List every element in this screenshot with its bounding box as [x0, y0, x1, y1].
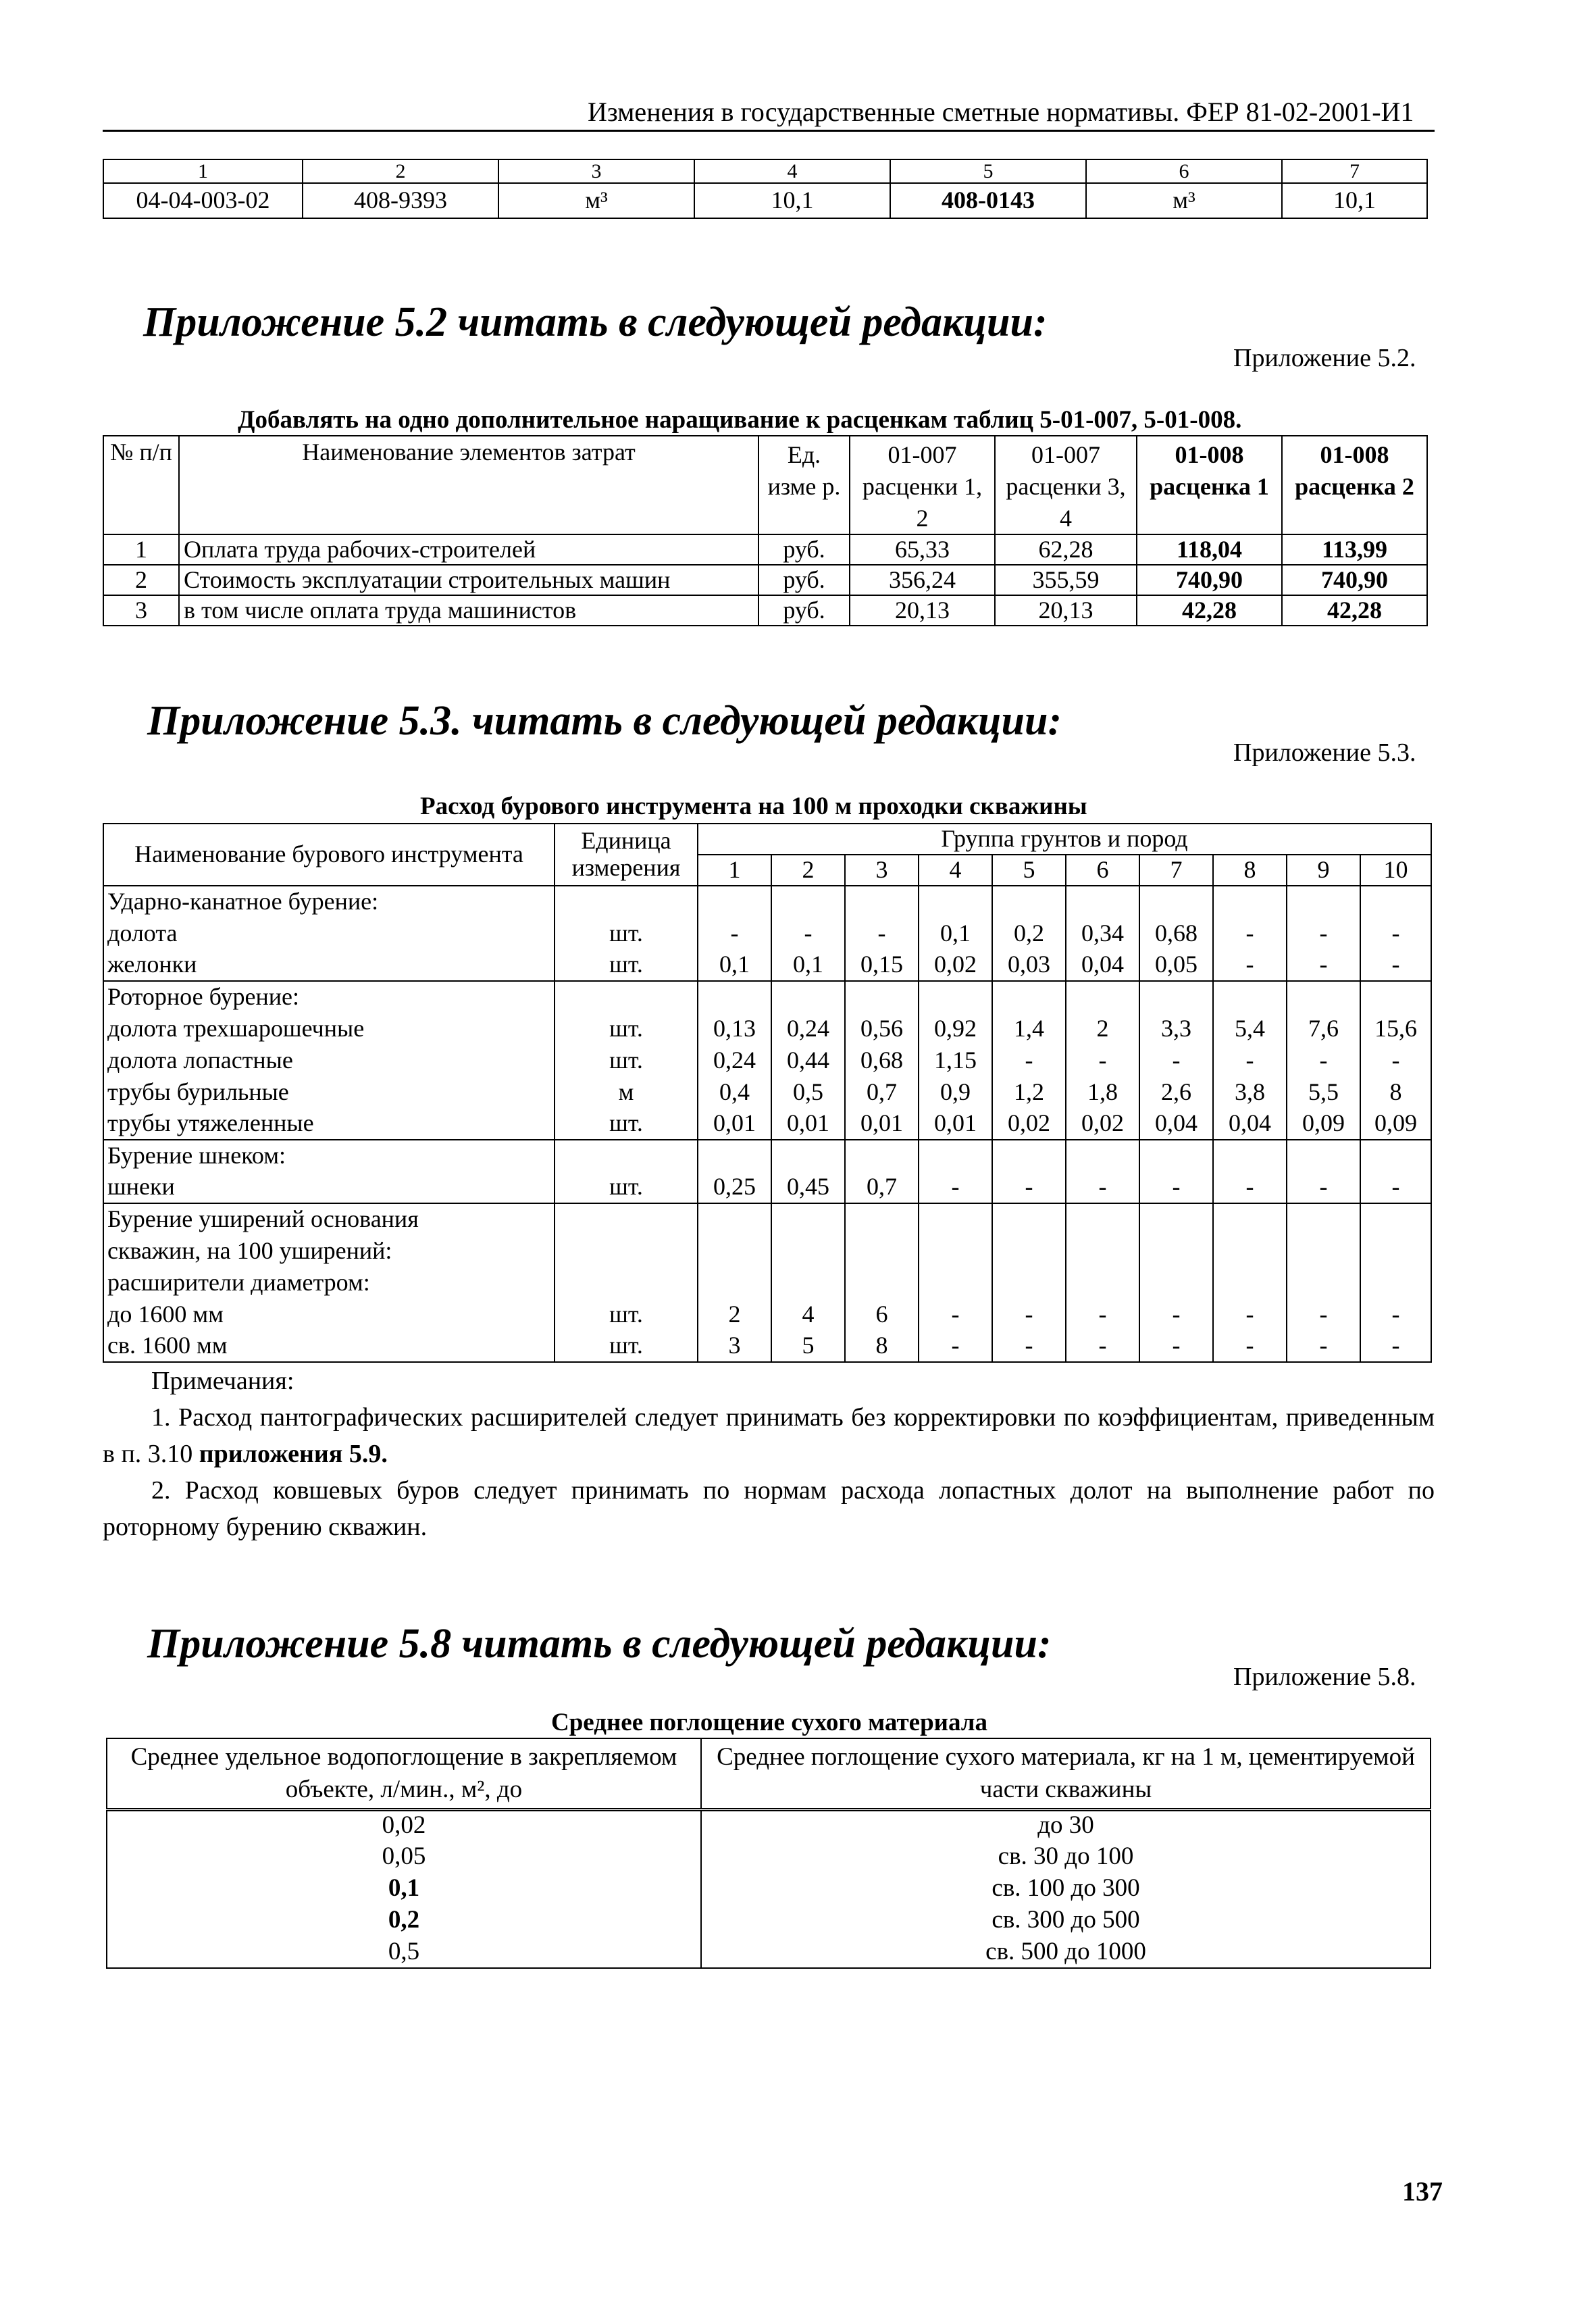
tool-name: долота трехшарошечные: [103, 1013, 555, 1045]
value-cell: 0,7: [845, 1172, 919, 1203]
table-header-row: [103, 436, 1427, 534]
value-cell: 0,09: [1287, 1108, 1360, 1140]
empty-cell: [1360, 1235, 1431, 1267]
group-header: 1: [698, 855, 771, 886]
empty-cell: [1213, 1267, 1287, 1299]
empty-cell: [1360, 1203, 1431, 1235]
table-row: [103, 1299, 1431, 1330]
value-cell: -: [1139, 1172, 1213, 1203]
empty-cell: [1139, 1203, 1213, 1235]
block-title: Ударно-канатное бурение:: [103, 886, 555, 917]
value-cell: -: [1066, 1330, 1139, 1362]
value-cell: -: [698, 917, 771, 949]
table-replacement: [103, 159, 1428, 219]
table-row: [103, 1013, 1431, 1045]
col-1: 1: [103, 159, 303, 183]
empty-cell: [555, 1140, 698, 1172]
value-cell: -: [1213, 1330, 1287, 1362]
cell: 118,04: [1137, 534, 1282, 565]
unit: шт.: [555, 1330, 698, 1362]
header-01-008-1: 01-008 расценка 1: [1137, 436, 1282, 534]
empty-cell: [1213, 1203, 1287, 1235]
note-1-ref: приложения 5.9.: [199, 1439, 388, 1468]
empty-cell: [919, 1235, 992, 1267]
value-cell: 2: [698, 1299, 771, 1330]
header-01-008-2: 01-008 расценка 2: [1282, 436, 1427, 534]
empty-cell: [845, 981, 919, 1013]
cell: 20,13: [850, 595, 995, 626]
col-3: 3: [498, 159, 694, 183]
empty-cell: [771, 886, 845, 917]
empty-cell: [845, 886, 919, 917]
header-water-absorption: Среднее удельное водопоглощение в закрепляемом объекте, л/мин., м², до: [107, 1738, 701, 1809]
col-6: 6: [1086, 159, 1282, 183]
value-cell: -: [1066, 1299, 1139, 1330]
table-caption-5-2: Добавлять на одно дополнительное наращивание к расценкам таблиц 5-01-007, 5-01-008.: [238, 406, 1242, 434]
value-cell: 1,4: [992, 1013, 1066, 1045]
value-cell: 8: [845, 1330, 919, 1362]
value-cell: 0,24: [698, 1045, 771, 1076]
value-cell: 0,4: [698, 1076, 771, 1108]
empty-cell: [771, 981, 845, 1013]
value-cell: 0,02: [919, 949, 992, 981]
table-row: [107, 1905, 1431, 1936]
empty-cell: [698, 886, 771, 917]
value-cell: -: [1360, 1045, 1431, 1076]
empty-cell: [1213, 1235, 1287, 1267]
header-group: Группа грунтов и пород: [698, 824, 1431, 855]
group-header: 6: [1066, 855, 1139, 886]
cell: в том числе оплата труда машинистов: [179, 595, 758, 626]
value-cell: 15,6: [1360, 1013, 1431, 1045]
dry-material-value: св. 30 до 100: [701, 1841, 1431, 1873]
value-cell: 0,1: [919, 917, 992, 949]
empty-cell: [845, 1140, 919, 1172]
table-row: [103, 886, 1431, 917]
table-row: [107, 1936, 1431, 1968]
dry-material-value: св. 300 до 500: [701, 1905, 1431, 1936]
empty-cell: [698, 1203, 771, 1235]
table-row: [103, 1045, 1431, 1076]
value-cell: 0,68: [845, 1045, 919, 1076]
cell: м³: [1086, 183, 1282, 218]
value-cell: -: [919, 1330, 992, 1362]
value-cell: -: [1287, 1299, 1360, 1330]
section-heading-5-3: Приложение 5.3. читать в следующей редакции:: [147, 698, 1062, 744]
group-header: 5: [992, 855, 1066, 886]
value-cell: -: [1213, 917, 1287, 949]
tool-name: до 1600 мм: [103, 1299, 555, 1330]
value-cell: -: [919, 1172, 992, 1203]
value-cell: 1,2: [992, 1076, 1066, 1108]
value-cell: 0,01: [698, 1108, 771, 1140]
dry-material-value: св. 500 до 1000: [701, 1936, 1431, 1968]
group-header: 9: [1287, 855, 1360, 886]
header-01-007-1-2: 01-007 расценки 1, 2: [850, 436, 995, 534]
note-2: 2. Расход ковшевых буров следует принимать по нормам расхода лопастных долот на выполнение работ по роторному бурению скважин.: [103, 1476, 1435, 1541]
value-cell: -: [1360, 1299, 1431, 1330]
table-row: [103, 1108, 1431, 1140]
group-header: 8: [1213, 855, 1287, 886]
value-cell: 0,13: [698, 1013, 771, 1045]
value-cell: 0,1: [771, 949, 845, 981]
unit: шт.: [555, 1172, 698, 1203]
table-row: [107, 1841, 1431, 1873]
value-cell: 0,04: [1139, 1108, 1213, 1140]
value-cell: -: [1360, 1172, 1431, 1203]
water-absorption-value: 0,05: [107, 1841, 701, 1873]
header-01-007-3-4: 01-007 расценки 3, 4: [995, 436, 1137, 534]
table-row: [103, 534, 1427, 565]
value-cell: -: [992, 1045, 1066, 1076]
table-header-row: [103, 824, 1431, 855]
value-cell: -: [1287, 1330, 1360, 1362]
value-cell: 8: [1360, 1076, 1431, 1108]
cell: 113,99: [1282, 534, 1427, 565]
group-header: 3: [845, 855, 919, 886]
value-cell: -: [1213, 1045, 1287, 1076]
table-5-3: [103, 823, 1432, 1363]
value-cell: -: [1213, 1299, 1287, 1330]
value-cell: 3,3: [1139, 1013, 1213, 1045]
cell: 10,1: [1282, 183, 1427, 218]
empty-cell: [1139, 1140, 1213, 1172]
table-row: [103, 595, 1427, 626]
table-row: [103, 1267, 1431, 1299]
cell: 408-0143: [890, 183, 1086, 218]
empty-cell: [1360, 1140, 1431, 1172]
water-absorption-value: 0,1: [107, 1873, 701, 1905]
cell: 1: [103, 534, 179, 565]
empty-cell: [845, 1235, 919, 1267]
value-cell: -: [1360, 1330, 1431, 1362]
value-cell: -: [1287, 1172, 1360, 1203]
water-absorption-value: 0,2: [107, 1905, 701, 1936]
cell: 10,1: [694, 183, 890, 218]
value-cell: -: [1139, 1299, 1213, 1330]
empty-cell: [1287, 1203, 1360, 1235]
empty-cell: [992, 981, 1066, 1013]
table-5-8: [106, 1738, 1431, 1969]
note-1-text: 1. Расход пантографических расширителей следует принимать без корректировки по коэффициентам, приведенным в п. 3.10: [103, 1403, 1435, 1468]
empty-cell: [845, 1203, 919, 1235]
empty-cell: [771, 1267, 845, 1299]
value-cell: -: [1139, 1330, 1213, 1362]
tool-name: св. 1600 мм: [103, 1330, 555, 1362]
empty-cell: [992, 1203, 1066, 1235]
block-title: скважин, на 100 уширений:: [103, 1235, 555, 1267]
value-cell: 0,05: [1139, 949, 1213, 981]
value-cell: -: [1139, 1045, 1213, 1076]
table-5-2: [103, 435, 1428, 626]
appendix-label-5-8: Приложение 5.8.: [1233, 1663, 1416, 1691]
cell: 62,28: [995, 534, 1137, 565]
value-cell: 0,15: [845, 949, 919, 981]
empty-cell: [1287, 1140, 1360, 1172]
note-1: [103, 1400, 1435, 1473]
value-cell: 0,01: [771, 1108, 845, 1140]
table-row: [107, 1873, 1431, 1905]
cell: 65,33: [850, 534, 995, 565]
empty-cell: [1213, 886, 1287, 917]
cell: 356,24: [850, 565, 995, 595]
empty-cell: [992, 1140, 1066, 1172]
empty-cell: [1066, 886, 1139, 917]
cell: 740,90: [1282, 565, 1427, 595]
header-tool-name: Наименование бурового инструмента: [103, 824, 555, 886]
block-title: Роторное бурение:: [103, 981, 555, 1013]
empty-cell: [919, 1203, 992, 1235]
unit: шт.: [555, 1013, 698, 1045]
empty-cell: [992, 1267, 1066, 1299]
value-cell: -: [1287, 1045, 1360, 1076]
cell: 408-9393: [303, 183, 498, 218]
group-header: 10: [1360, 855, 1431, 886]
unit: м: [555, 1076, 698, 1108]
tool-name: желонки: [103, 949, 555, 981]
value-cell: 0,09: [1360, 1108, 1431, 1140]
value-cell: 2: [1066, 1013, 1139, 1045]
table-row: [103, 1140, 1431, 1172]
tool-name: шнеки: [103, 1172, 555, 1203]
value-cell: 0,02: [1066, 1108, 1139, 1140]
empty-cell: [1360, 886, 1431, 917]
value-cell: 0,56: [845, 1013, 919, 1045]
empty-cell: [1213, 981, 1287, 1013]
value-cell: 7,6: [1287, 1013, 1360, 1045]
value-cell: 0,9: [919, 1076, 992, 1108]
empty-cell: [1139, 1235, 1213, 1267]
col-4: 4: [694, 159, 890, 183]
empty-cell: [919, 1267, 992, 1299]
empty-cell: [1287, 1267, 1360, 1299]
value-cell: -: [1066, 1045, 1139, 1076]
empty-cell: [771, 1203, 845, 1235]
empty-cell: [1139, 1267, 1213, 1299]
table-row: [103, 1203, 1431, 1235]
value-cell: -: [1213, 949, 1287, 981]
block-title: расширители диаметром:: [103, 1267, 555, 1299]
table-header-row: [107, 1738, 1431, 1809]
appendix-label-5-3: Приложение 5.3.: [1233, 738, 1416, 767]
page-number: 137: [1402, 2176, 1443, 2207]
empty-cell: [555, 1203, 698, 1235]
value-cell: 5,4: [1213, 1013, 1287, 1045]
unit: шт.: [555, 917, 698, 949]
value-cell: -: [1066, 1172, 1139, 1203]
empty-cell: [1213, 1140, 1287, 1172]
empty-cell: [555, 886, 698, 917]
cell: 3: [103, 595, 179, 626]
value-cell: -: [919, 1299, 992, 1330]
table-row: [103, 565, 1427, 595]
value-cell: 0,44: [771, 1045, 845, 1076]
dry-material-value: до 30: [701, 1809, 1431, 1841]
value-cell: 3,8: [1213, 1076, 1287, 1108]
unit: шт.: [555, 1299, 698, 1330]
value-cell: 1,8: [1066, 1076, 1139, 1108]
value-cell: 0,2: [992, 917, 1066, 949]
appendix-label-5-2: Приложение 5.2.: [1233, 344, 1416, 372]
cell: м³: [498, 183, 694, 218]
value-cell: 1,15: [919, 1045, 992, 1076]
empty-cell: [555, 981, 698, 1013]
empty-cell: [992, 1235, 1066, 1267]
empty-cell: [1360, 1267, 1431, 1299]
unit: шт.: [555, 949, 698, 981]
value-cell: 5,5: [1287, 1076, 1360, 1108]
empty-cell: [698, 1267, 771, 1299]
group-header: 2: [771, 855, 845, 886]
unit: шт.: [555, 1045, 698, 1076]
table-row: [103, 1076, 1431, 1108]
empty-cell: [698, 981, 771, 1013]
cell: Стоимость эксплуатации строительных машин: [179, 565, 758, 595]
cell: 42,28: [1282, 595, 1427, 626]
cell: руб.: [758, 534, 850, 565]
empty-cell: [1287, 886, 1360, 917]
header-unit: Ед. изме р.: [758, 436, 850, 534]
value-cell: 0,04: [1066, 949, 1139, 981]
cell: руб.: [758, 565, 850, 595]
col-2: 2: [303, 159, 498, 183]
value-cell: 0,25: [698, 1172, 771, 1203]
group-header: 7: [1139, 855, 1213, 886]
notes: [103, 1363, 1435, 1546]
water-absorption-value: 0,5: [107, 1936, 701, 1968]
empty-cell: [1066, 1140, 1139, 1172]
empty-cell: [698, 1235, 771, 1267]
empty-cell: [771, 1140, 845, 1172]
tool-name: трубы бурильные: [103, 1076, 555, 1108]
page-header: Изменения в государственные сметные нормативы. ФЕР 81-02-2001-И1: [588, 97, 1414, 127]
table-row: [103, 1172, 1431, 1203]
unit: шт.: [555, 1108, 698, 1140]
header-name: Наименование элементов затрат: [179, 436, 758, 534]
empty-cell: [1360, 981, 1431, 1013]
value-cell: 0,02: [992, 1108, 1066, 1140]
value-cell: 0,24: [771, 1013, 845, 1045]
header-unit: Единица измерения: [555, 824, 698, 886]
table-row: [103, 1330, 1431, 1362]
value-cell: 0,68: [1139, 917, 1213, 949]
cell: руб.: [758, 595, 850, 626]
empty-cell: [919, 1140, 992, 1172]
empty-cell: [1066, 1235, 1139, 1267]
value-cell: 0,92: [919, 1013, 992, 1045]
empty-cell: [555, 1267, 698, 1299]
value-cell: 0,7: [845, 1076, 919, 1108]
value-cell: -: [1360, 917, 1431, 949]
tool-name: долота лопастные: [103, 1045, 555, 1076]
value-cell: 5: [771, 1330, 845, 1362]
empty-cell: [992, 886, 1066, 917]
empty-cell: [1066, 1267, 1139, 1299]
value-cell: 0,1: [698, 949, 771, 981]
value-cell: 0,34: [1066, 917, 1139, 949]
value-cell: -: [1213, 1172, 1287, 1203]
table-row: [107, 1809, 1431, 1841]
value-cell: 2,6: [1139, 1076, 1213, 1108]
empty-cell: [919, 886, 992, 917]
cell: 740,90: [1137, 565, 1282, 595]
cell: 42,28: [1137, 595, 1282, 626]
col-7: 7: [1282, 159, 1427, 183]
value-cell: -: [1287, 949, 1360, 981]
cell: 04-04-003-02: [103, 183, 303, 218]
header-dry-material: Среднее поглощение сухого материала, кг на 1 м, цементируемой части скважины: [701, 1738, 1431, 1809]
empty-cell: [771, 1235, 845, 1267]
block-title: Бурение шнеком:: [103, 1140, 555, 1172]
empty-cell: [1066, 981, 1139, 1013]
empty-cell: [1287, 981, 1360, 1013]
cell: Оплата труда рабочих-строителей: [179, 534, 758, 565]
value-cell: -: [1360, 949, 1431, 981]
value-cell: 0,01: [919, 1108, 992, 1140]
notes-title: Примечания:: [151, 1367, 294, 1395]
tool-name: трубы утяжеленные: [103, 1108, 555, 1140]
group-header: 4: [919, 855, 992, 886]
empty-cell: [919, 981, 992, 1013]
value-cell: 0,03: [992, 949, 1066, 981]
empty-cell: [1139, 886, 1213, 917]
header-num: № п/п: [103, 436, 179, 534]
value-cell: 0,45: [771, 1172, 845, 1203]
value-cell: -: [845, 917, 919, 949]
block-title: Бурение уширений основания: [103, 1203, 555, 1235]
value-cell: 6: [845, 1299, 919, 1330]
value-cell: -: [992, 1299, 1066, 1330]
header-rule: [103, 130, 1435, 132]
cell: 355,59: [995, 565, 1137, 595]
section-heading-5-2: Приложение 5.2 читать в следующей редакции:: [143, 299, 1048, 345]
value-cell: 0,5: [771, 1076, 845, 1108]
cell: 2: [103, 565, 179, 595]
tool-name: долота: [103, 917, 555, 949]
empty-cell: [1066, 1203, 1139, 1235]
table-caption-5-8: Среднее поглощение сухого материала: [551, 1709, 988, 1736]
table-row: [103, 917, 1431, 949]
value-cell: -: [771, 917, 845, 949]
cell: 20,13: [995, 595, 1137, 626]
value-cell: -: [1287, 917, 1360, 949]
table-row: [103, 183, 1427, 218]
table-row: [103, 949, 1431, 981]
dry-material-value: св. 100 до 300: [701, 1873, 1431, 1905]
empty-cell: [698, 1140, 771, 1172]
table-row: [103, 981, 1431, 1013]
water-absorption-value: 0,02: [107, 1809, 701, 1841]
value-cell: 0,01: [845, 1108, 919, 1140]
value-cell: 4: [771, 1299, 845, 1330]
table-row: [103, 1235, 1431, 1267]
value-cell: 0,04: [1213, 1108, 1287, 1140]
table-header-row: [103, 159, 1427, 183]
value-cell: -: [992, 1330, 1066, 1362]
col-5: 5: [890, 159, 1086, 183]
empty-cell: [1287, 1235, 1360, 1267]
value-cell: 3: [698, 1330, 771, 1362]
section-heading-5-8: Приложение 5.8 читать в следующей редакции:: [147, 1621, 1052, 1667]
empty-cell: [555, 1235, 698, 1267]
empty-cell: [845, 1267, 919, 1299]
table-caption-5-3: Расход бурового инструмента на 100 м проходки скважины: [420, 793, 1087, 820]
empty-cell: [1139, 981, 1213, 1013]
value-cell: -: [992, 1172, 1066, 1203]
